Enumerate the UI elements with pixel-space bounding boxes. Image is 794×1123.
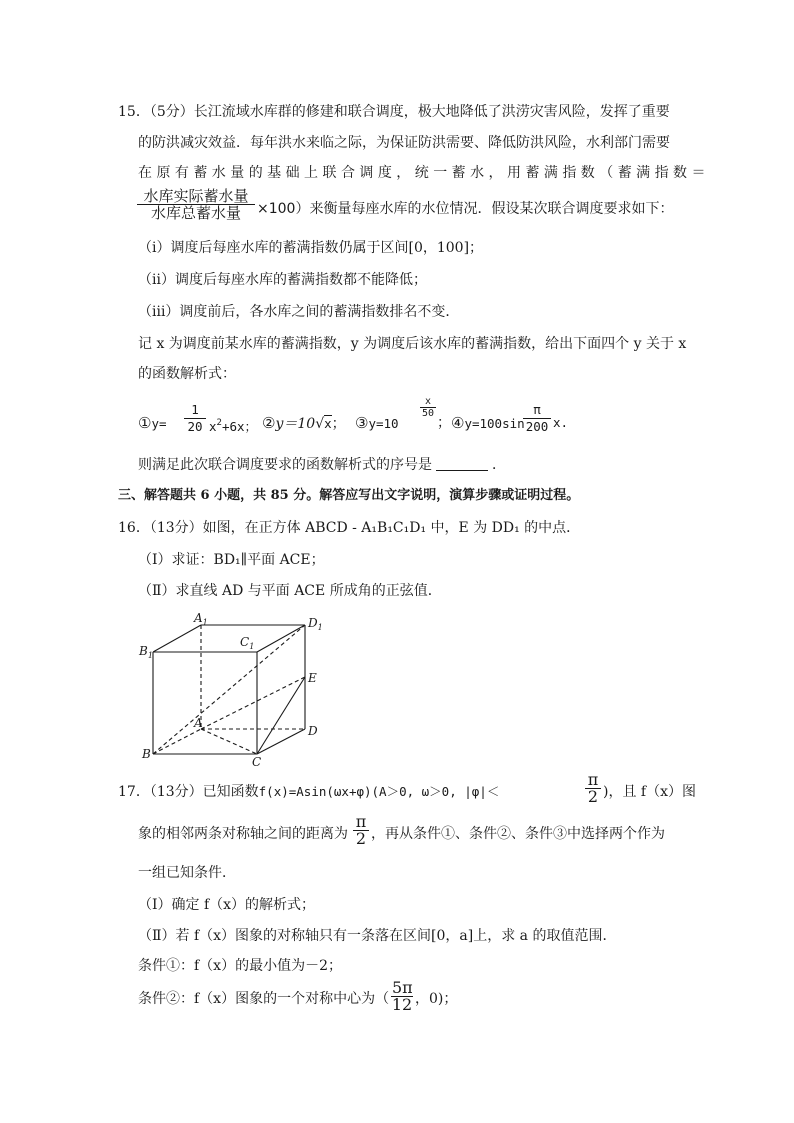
q15-condition-2: （ⅱ）调度后每座水库的蓄满指数都不能降低； — [138, 272, 427, 288]
distance-den: 2 — [355, 829, 367, 848]
q15-formula-4 — [451, 413, 525, 434]
phi-bound-num: π — [585, 772, 601, 789]
q15-question-end: ． — [492, 457, 506, 473]
q17-condition-1: 条件①：f（x）的最小值为－2； — [138, 958, 342, 974]
label-C: C — [252, 755, 262, 768]
formula-1-den: 20 — [187, 419, 203, 434]
formula-1-var: x — [209, 419, 217, 434]
q15-condition-3: （ⅲ）调度前后，各水库之间的蓄满指数排名不变． — [138, 304, 460, 320]
q15-formula-1 — [138, 413, 167, 434]
q17-line-1-post: )，且 f（x）图 — [603, 784, 696, 800]
label-A: A — [194, 716, 203, 730]
formula-4-den: 200 — [525, 419, 549, 434]
formula-4-tail: x. — [553, 415, 569, 430]
section-3-heading: 三、解答题共 6 小题，共 85 分。解答应写出文字说明，演算步骤或证明过程。 — [118, 488, 580, 503]
q15-line-3: 在 原 有 蓄 水 量 的 基 础 上 联 合 调 度 ， 统 一 蓄 水 ， 用 蓄 满 指 数 （ 蓄 满 指 数 ＝ — [138, 165, 706, 181]
q15-formula-3 — [355, 413, 399, 434]
q15-condition-1: （ⅰ）调度后每座水库的蓄满指数仍属于区间[0，100]； — [138, 240, 484, 256]
q17-condition-2-post: ，0)； — [415, 991, 458, 1007]
q16-part-2: （Ⅱ）求直线 AD 与平面 ACE 所成角的正弦值． — [138, 583, 442, 599]
q15-line-4 — [257, 199, 673, 219]
q15-line-2: 的防洪减灾效益．每年洪水来临之际，为保证防洪需要、降低防洪风险，水利部门需要 — [138, 135, 670, 151]
label-B: B — [142, 747, 151, 761]
q17-distance-fraction — [353, 814, 369, 847]
formula-3-exponent — [420, 396, 436, 419]
formula-1-num: 1 — [184, 402, 206, 419]
q17-part-2: （Ⅱ）若 f（x）图象的对称轴只有一条落在区间[0，a]上，求 a 的取值范围． — [138, 928, 617, 944]
q17-phi-bound-fraction — [585, 772, 601, 805]
q17-function: f(x)=Asin(ωx+φ)(A＞0, ω＞0, |φ|＜ — [258, 784, 500, 799]
formula-4-num: π — [523, 402, 551, 419]
q17-line-1-pre: 17．（13分）已知函数 — [118, 784, 259, 800]
answer-blank[interactable] — [436, 457, 488, 471]
formula-1-mark: ① — [138, 414, 152, 432]
distance-num: π — [353, 814, 369, 831]
formula-3-exp-den: 50 — [421, 408, 435, 419]
label-A1: $A_1$ — [194, 611, 208, 627]
q16-part-1: （Ⅰ）求证：BD₁∥平面 ACE； — [138, 552, 325, 568]
q17-line-2-pre: 象的相邻两条对称轴之间的距离为 — [138, 826, 348, 842]
q17-line-3: 一组已知条件． — [138, 865, 236, 881]
center-den: 12 — [391, 995, 413, 1014]
formula-4-mark: ④ — [451, 414, 465, 432]
edge-AC — [201, 729, 257, 754]
edge-BD1 — [153, 625, 305, 754]
q15-index-fraction — [137, 188, 255, 221]
label-D: D — [308, 724, 318, 738]
formula-4-fraction — [523, 402, 551, 435]
formula-4-lhs: y=100sin — [464, 416, 525, 431]
q17-condition-2-pre: 条件②：f（x）图象的一个对称中心为（ — [138, 991, 390, 1007]
edge-BA — [153, 729, 201, 754]
q15-formula-2 — [262, 413, 346, 434]
label-D1: $D_1$ — [308, 616, 323, 632]
q17-line-1 — [118, 782, 499, 802]
formula-2-radicand: x — [324, 416, 332, 431]
formula-1-fraction — [184, 402, 206, 435]
q15-line-1: 15．（5分）长江流域水库群的修建和联合调度，极大地降低了洪涝灾害风险，发挥了重要 — [118, 104, 670, 120]
formula-2-mark: ② — [262, 414, 276, 432]
q15-question — [138, 455, 506, 475]
q17-line-2-post: ，再从条件①、条件②、条件③中选择两个作为 — [371, 826, 665, 842]
sqrt-icon: √ — [315, 416, 325, 432]
formula-3-exp-num: x — [420, 396, 436, 408]
formula-1-lhs: y= — [151, 416, 167, 431]
formula-3-base: y=10 — [368, 416, 399, 431]
q15-note-1: 记 x 为调度前某水库的蓄满指数，y 为调度后该水库的蓄满指数，给出下面四个 y 关于 x — [138, 336, 687, 352]
q16-stem: 16．（13分）如图，在正方体 ABCD - A₁B₁C₁D₁ 中，E 为 DD₁ 的中点． — [118, 520, 581, 536]
formula-1-exp: 2 — [216, 418, 222, 428]
label-B1: $B_1$ — [139, 644, 153, 660]
formula-1-tail: +6x； — [221, 419, 258, 434]
fraction-denominator: 水库总蓄水量 — [150, 204, 241, 222]
formula-3-mark: ③ — [355, 414, 369, 432]
q17-center-fraction — [391, 980, 413, 1013]
formula-2-lhs: y＝10 — [275, 416, 316, 432]
center-num: 5π — [392, 978, 413, 997]
label-C1: $C_1$ — [240, 635, 255, 651]
edge-C1D1 — [257, 625, 305, 652]
q15-note-2: 的函数解析式： — [138, 366, 236, 382]
label-E: E — [308, 671, 317, 685]
edge-B1A1 — [153, 625, 201, 652]
formula-1-rest — [209, 413, 257, 437]
fraction-numerator: 水库实际蓄水量 — [137, 188, 255, 205]
q15-line-4-tail: ）来衡量每座水库的水位情况．假设某次联合调度要求如下： — [295, 201, 674, 217]
q17-part-1: （Ⅰ）确定 f（x）的解析式； — [138, 897, 316, 913]
edge-CE — [257, 677, 305, 754]
formula-3-tail: ； — [437, 415, 451, 431]
formula-2-tail: ； — [331, 416, 346, 432]
q15-question-text: 则满足此次联合调度要求的函数解析式的序号是 — [138, 457, 432, 473]
cube-figure — [136, 608, 336, 768]
phi-bound-den: 2 — [587, 787, 599, 806]
times-100: ×100 — [257, 201, 296, 217]
